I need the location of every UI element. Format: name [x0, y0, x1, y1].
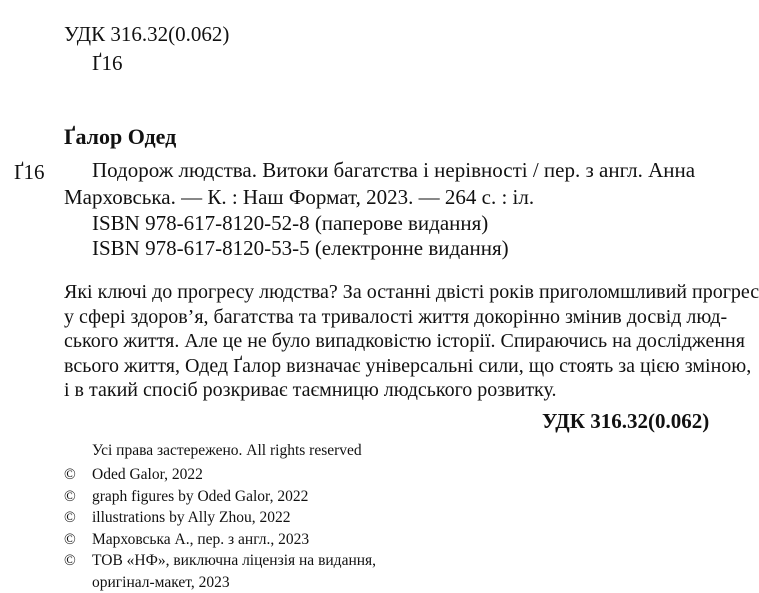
- abstract-line: всього життя, Одед Ґалор визначає універсальні сили, що стоять за цією зміною,: [64, 354, 689, 379]
- udk-footer: УДК 316.32(0.062): [542, 409, 709, 434]
- copyright-text: Oded Galor, 2022: [92, 466, 203, 483]
- udk-header: УДК 316.32(0.062): [64, 22, 229, 47]
- copyright-icon: ©: [64, 464, 92, 486]
- author-code-header: Ґ16: [92, 51, 122, 76]
- copyright-text: graph figures by Oded Galor, 2022: [92, 488, 308, 505]
- author-name: Ґалор Одед: [64, 124, 176, 150]
- copyright-row: [64, 550, 376, 572]
- copyright-row: [64, 486, 376, 508]
- isbn-print: ISBN 978-617-8120-52-8 (паперове видання): [92, 211, 488, 236]
- copyright-row: [64, 529, 376, 551]
- description-line-2: Марховська. — К. : Наш Формат, 2023. — 264 с. : іл.: [64, 185, 534, 210]
- copyright-row: [64, 507, 376, 529]
- copyright-icon: ©: [64, 486, 92, 508]
- abstract-line: і в такий спосіб розкриває таємницю людського розвитку.: [64, 378, 689, 403]
- copyright-icon: ©: [64, 507, 92, 529]
- abstract: [64, 280, 689, 403]
- copyright-text: Марховська А., пер. з англ., 2023: [92, 531, 309, 548]
- copyright-icon: ©: [64, 529, 92, 551]
- description-line-1: Подорож людства. Витоки багатства і нерівності / пер. з англ. Анна: [92, 158, 695, 183]
- abstract-line: ського життя. Але це не було випадковістю історії. Спираючись на дослідження: [64, 329, 689, 354]
- copyright-icon: ©: [64, 550, 92, 572]
- copyright-text: оригінал-макет, 2023: [92, 574, 230, 591]
- author-code-side: Ґ16: [14, 160, 44, 185]
- copyright-row: [64, 464, 376, 486]
- abstract-line: Які ключі до прогресу людства? За останні двісті років приголомшливий прогрес: [64, 280, 689, 305]
- isbn-electronic: ISBN 978-617-8120-53-5 (електронне видання): [92, 236, 509, 261]
- copyright-text: ТОВ «НФ», виключна ліцензія на видання,: [92, 552, 376, 569]
- rights-notice: Усі права застережено. All rights reserved: [92, 442, 362, 460]
- abstract-line: у сфері здоров’я, багатства та тривалості життя докорінно змінив досвід люд-: [64, 305, 689, 330]
- copyright-list: [64, 464, 376, 593]
- copyright-text: illustrations by Ally Zhou, 2022: [92, 509, 291, 526]
- copyright-row-continuation: [64, 572, 376, 593]
